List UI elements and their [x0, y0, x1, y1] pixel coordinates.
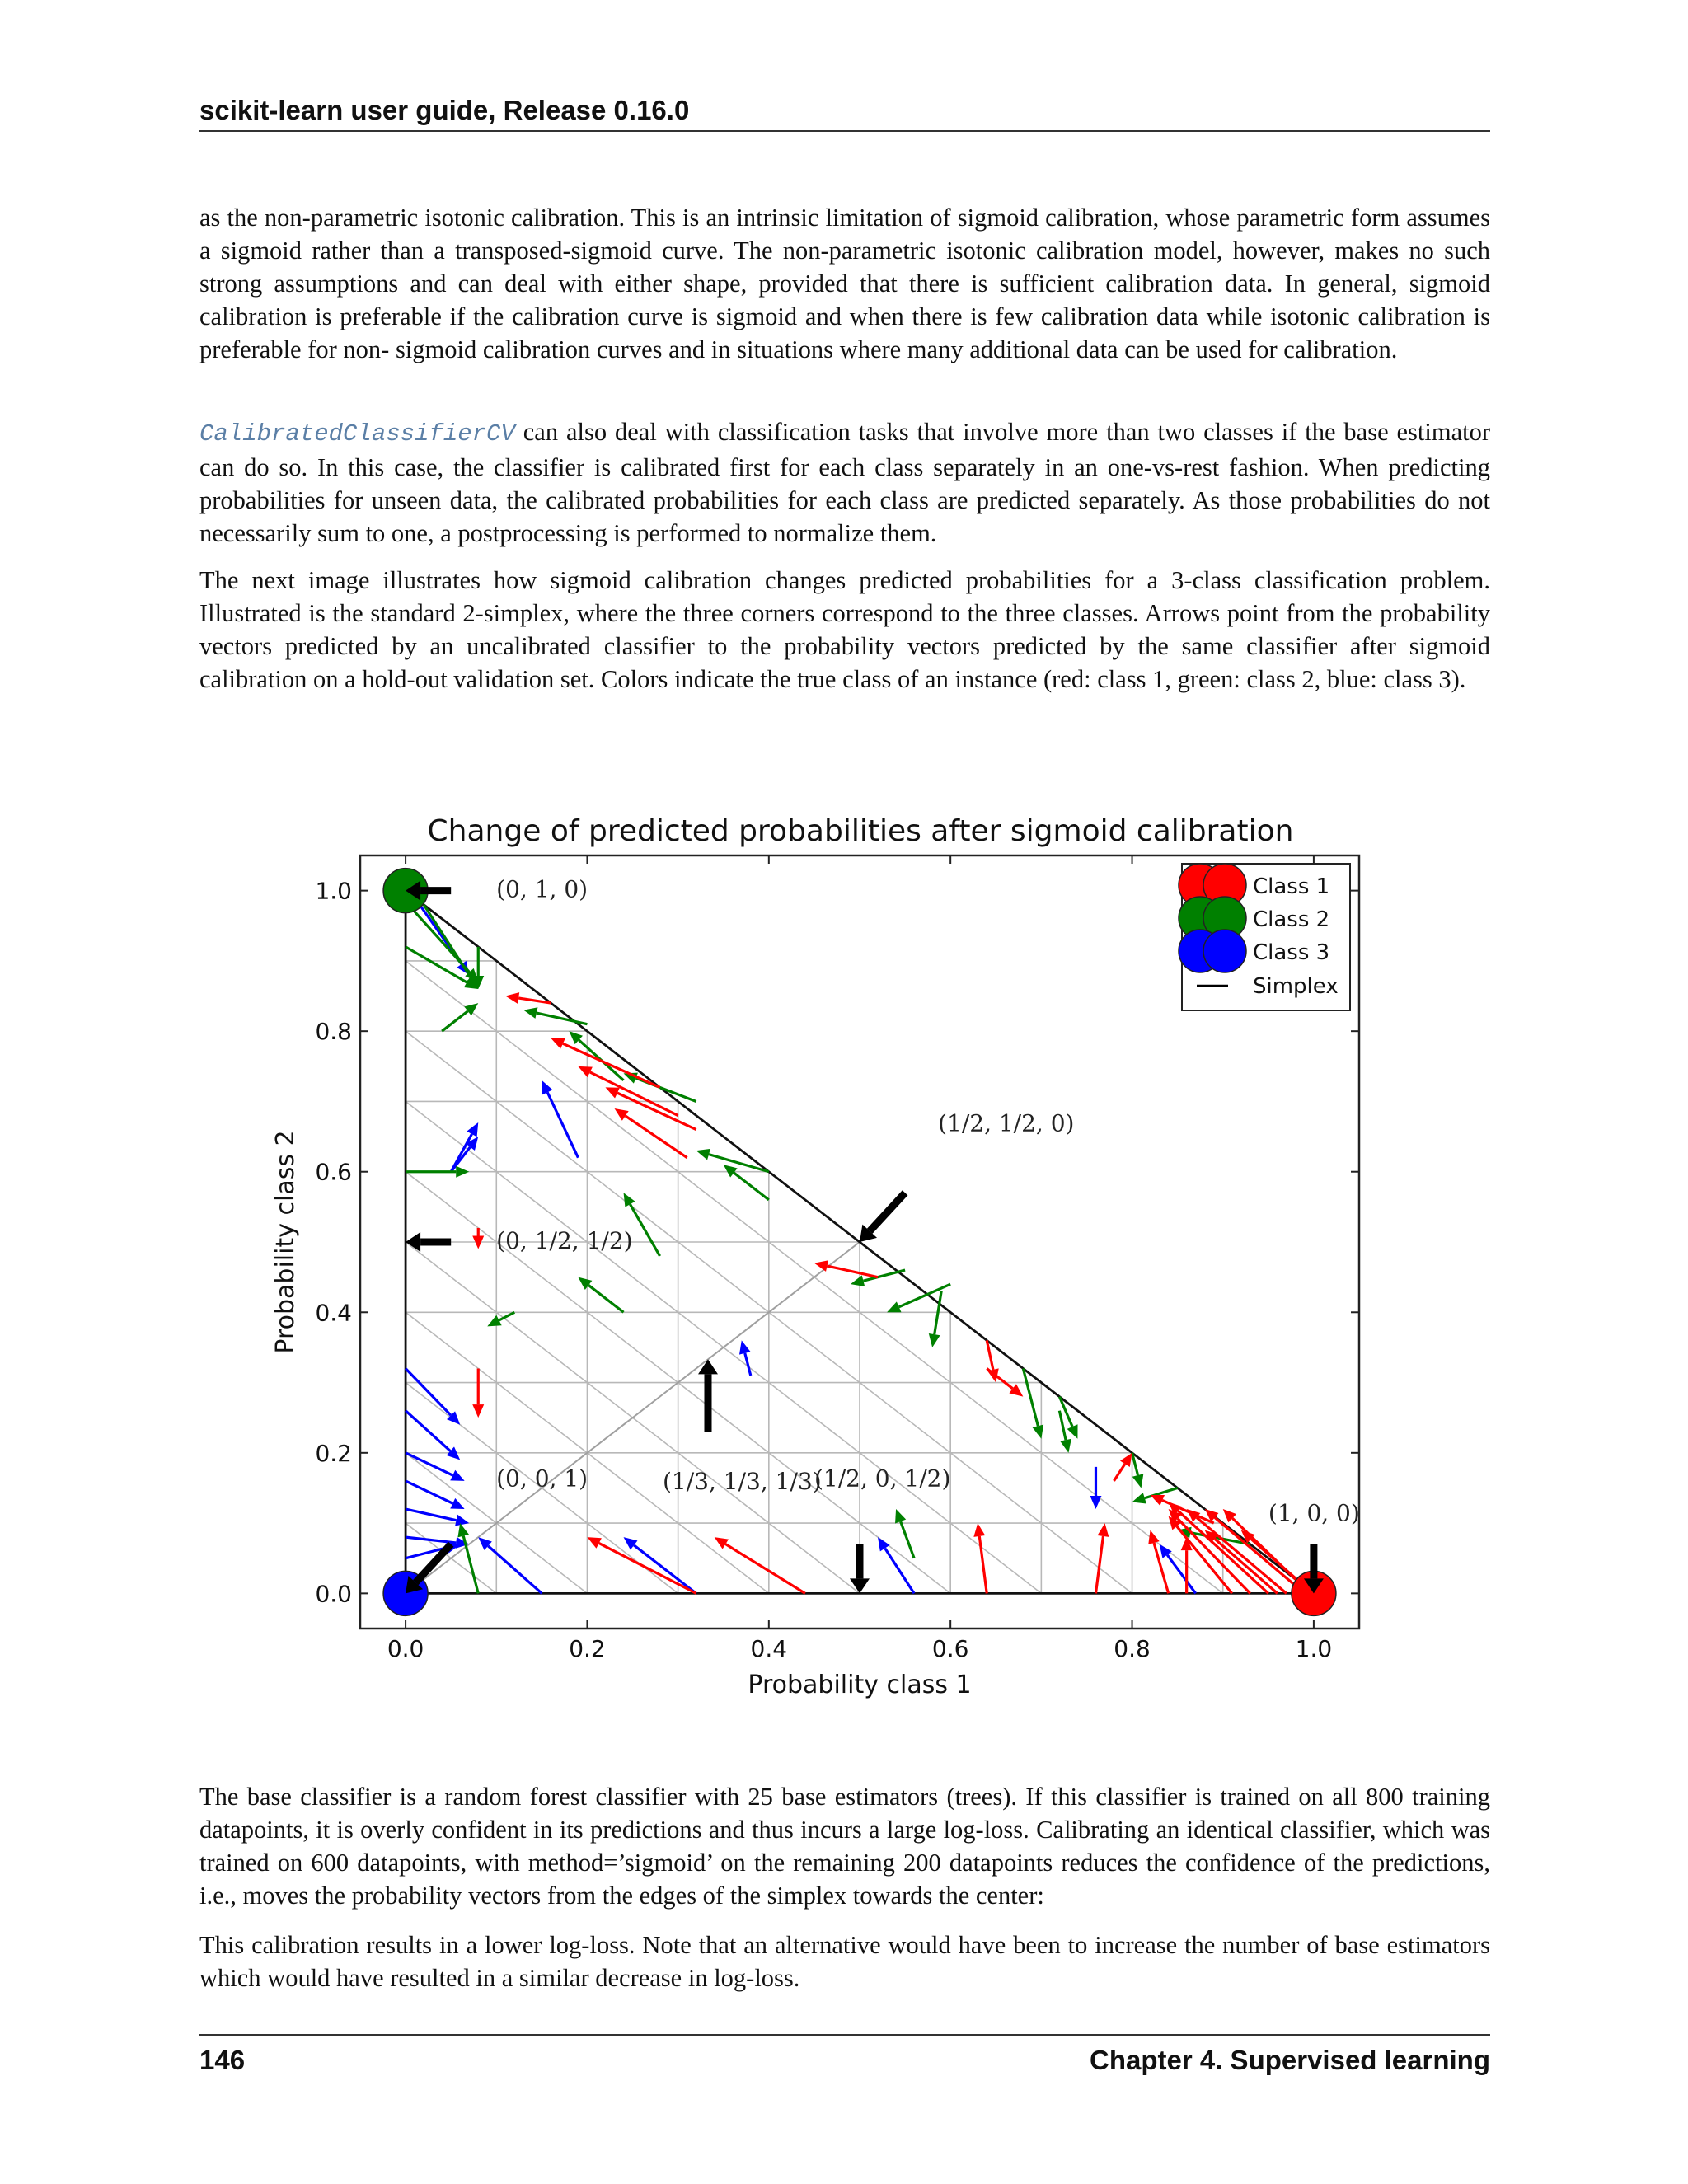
x-tick-label: 0.6 [931, 1635, 969, 1662]
x-axis-label: Probability class 1 [748, 1671, 972, 1699]
y-axis-label: Probability class 2 [271, 1130, 300, 1354]
legend-label-simplex: Simplex [1253, 974, 1339, 999]
x-tick-label: 1.0 [1295, 1635, 1333, 1662]
footer-rule [199, 2034, 1490, 2036]
legend-label-class-2: Class 2 [1253, 907, 1330, 932]
paragraph-multiclass [199, 415, 1490, 550]
calibration-chart [247, 799, 1418, 1706]
annotation-label: (0, 1/2, 1/2) [496, 1227, 633, 1254]
paragraph-calibration-limits [199, 201, 1490, 366]
paragraph-base-classifier [199, 1780, 1490, 1912]
annotation-label: (1/3, 1/3, 1/3) [662, 1468, 822, 1496]
legend-label-class-1: Class 1 [1253, 874, 1330, 899]
y-tick-label: 0.4 [315, 1299, 352, 1327]
annotation-label: (0, 0, 1) [496, 1465, 588, 1493]
calibration-figure [247, 799, 1418, 1706]
paragraph-3-text: The next image illustrates how sigmoid calibration changes predicted probabilities for a 3-class classification problem. Illustrated is the standard 2-simplex, where the three corners correspond to the three classes. Arrows point from the probability vectors predicted by an uncalibrated classifier to the probability vectors predicted by the same classifier after sigmoid calibration on a hold-out validation set. Colors indicate the true class of an instance (red: class 1, green: class 2, blue: class 3). [199, 566, 1490, 693]
paragraph-figure-description [199, 564, 1490, 696]
legend-marker-class-3 [1203, 930, 1246, 972]
chapter-title: Chapter 4. Supervised learning [1090, 2045, 1490, 2075]
header-rule [199, 130, 1490, 132]
x-tick-label: 0.0 [387, 1635, 424, 1662]
paragraph-1-text: as the non-parametric isotonic calibration. This is an intrinsic limitation of sigmoid calibration, whose parametric form assumes a sigmoid rather than a transposed-sigmoid curve. The non-parametric isotonic calibration model, however, makes no such strong assumptions and can deal with either shape, provided that there is sufficient calibration data. In general, sigmoid calibration is preferable if the calibration curve is sigmoid and when there is few calibration data while isotonic calibration is preferable for non- sigmoid calibration curves and in situations where many additional data can be used for calibration. [199, 204, 1490, 363]
x-tick-label: 0.4 [750, 1635, 788, 1662]
x-tick-label: 0.8 [1114, 1635, 1151, 1662]
annotation-label: (1, 0, 0) [1268, 1499, 1360, 1527]
y-tick-label: 0.0 [315, 1580, 352, 1608]
calibrated-classifier-cv-link[interactable]: CalibratedClassifierCV [199, 420, 515, 448]
legend [1179, 864, 1350, 1010]
annotation-label: (1/2, 0, 1/2) [814, 1465, 951, 1493]
paragraph-2-text: can also deal with classification tasks that involve more than two classes if the base estimator can do so. In this case, the classifier is calibrated first for each class separately in an one-vs-rest fashion. When predicting probabilities for unseen data, the calibrated probabilities for each class are predicted separately. As those probabilities do not necessarily sum to one, a postprocessing is performed to normalize them. [199, 418, 1490, 547]
paragraph-4-text: The base classifier is a random forest classifier with 25 base estimators (trees). If this classifier is trained on all 800 training datapoints, it is overly confident in its predictions and thus incurs a large log-loss. Calibrating an identical classifier, which was trained on 600 datapoints, with method=’sigmoid’ on the remaining 200 datapoints reduces the confidence of the predictions, i.e., moves the probability vectors from the edges of the simplex towards the center: [199, 1783, 1490, 1910]
legend-label-class-3: Class 3 [1253, 940, 1330, 965]
x-tick-label: 0.2 [569, 1635, 606, 1662]
y-tick-label: 1.0 [315, 877, 352, 905]
y-tick-label: 0.2 [315, 1439, 352, 1467]
page-number: 146 [199, 2045, 246, 2075]
annotation-label: (1/2, 1/2, 0) [938, 1109, 1075, 1137]
annotation-label: (0, 1, 0) [496, 875, 588, 903]
chart-title: Change of predicted probabilities after sigmoid calibration [427, 814, 1294, 848]
running-header: scikit-learn user guide, Release 0.16.0 [199, 95, 690, 125]
paragraph-log-loss [199, 1929, 1490, 1994]
y-tick-label: 0.6 [315, 1158, 352, 1186]
y-tick-label: 0.8 [315, 1018, 352, 1046]
paragraph-5-text: This calibration results in a lower log-loss. Note that an alternative would have been to increase the number of base estimators which would have resulted in a similar decrease in log-loss. [199, 1931, 1490, 1992]
